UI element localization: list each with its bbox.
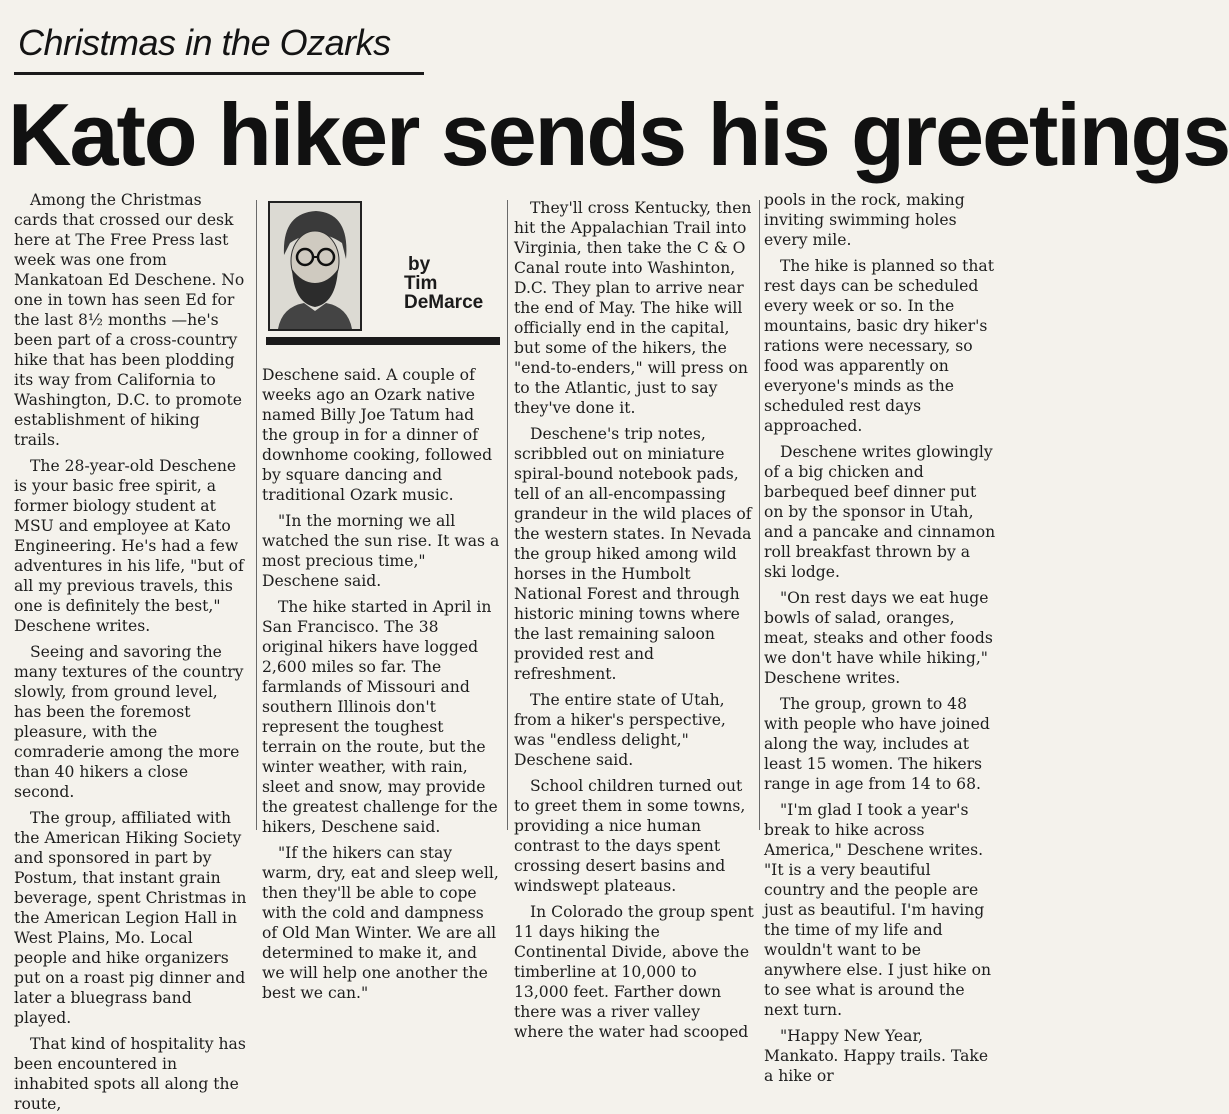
paragraph: Seeing and savoring the many textures of the country slowly, from ground level, has been the foremost pleasure, with the comraderie among the more than 40 hikers a close second.: [14, 643, 244, 801]
paragraph: "In the morning we all watched the sun rise. It was a most precious time," Deschene said.: [262, 512, 500, 590]
paragraph: The 28-year-old Deschene is your basic free spirit, a former biology student at MSU and employee at Kato Engineering. He's had a few adventures in his life, "but of all my previous travels, this one is definitely the best," Deschene writes.: [14, 457, 244, 635]
column-divider: [759, 200, 760, 830]
section-kicker: Christmas in the Ozarks: [18, 22, 391, 63]
article-column-4: [764, 190, 996, 1085]
author-photo: [268, 201, 362, 331]
article-column-1: [14, 190, 250, 1113]
paragraph: School children turned out to greet them in some towns, providing a nice human contrast to the days spent crossing desert basins and windswept plateaus.: [514, 777, 746, 895]
paragraph: "On rest days we eat huge bowls of salad, oranges, meat, steaks and other foods we don't have while hiking," Deschene writes.: [764, 589, 993, 687]
byline-last-name: DeMarce: [404, 292, 484, 313]
paragraph: Deschene said. A couple of weeks ago an Ozark native named Billy Joe Tatum had the group in for a dinner of downhome cooking, followed by square dancing and traditional Ozark music.: [262, 366, 493, 504]
paragraph: The group, grown to 48 with people who have joined along the way, includes at least 15 women. The hikers range in age from 14 to 68.: [764, 695, 990, 793]
article-column-2: [262, 365, 500, 1002]
paragraph: The hike started in April in San Francisco. The 38 original hikers have logged 2,600 miles so far. The farmlands of Missouri and southern Illinois don't represent the toughest terrain on the route, but the winter weather, with rain, sleet and snow, may provide the greatest challenge for the hikers, Deschene said.: [262, 598, 498, 836]
paragraph: "I'm glad I took a year's break to hike across America," Deschene writes. "It is a very beautiful country and the people are just as beautiful. I'm having the time of my life and wouldn't want to be anywhere else. I just hike on to see what is around the next turn.: [764, 801, 992, 1019]
headline: Kato hiker sends his greetings: [8, 85, 1229, 184]
byline: [404, 255, 504, 312]
author-portrait-icon: [270, 203, 360, 329]
paragraph: The group, affiliated with the American Hiking Society and sponsored in part by Postum, that instant grain beverage, spent Christmas in the American Legion Hall in West Plains, Mo. Local people and hike organizers put on a roast pig dinner and later a bluegrass band played.: [14, 809, 247, 1027]
paragraph: "If the hikers can stay warm, dry, eat and sleep well, then they'll be able to cope with the cold and dampness of Old Man Winter. We are all determined to make it, and we will help one another the best we can.": [262, 844, 499, 1002]
byline-by: by: [408, 254, 431, 275]
paragraph: The entire state of Utah, from a hiker's perspective, was "endless delight," Deschene said.: [514, 691, 726, 769]
paragraph: "Happy New Year, Mankato. Happy trails. Take a hike or: [764, 1027, 989, 1085]
paragraph: They'll cross Kentucky, then hit the Appalachian Trail into Virginia, then take the C & O Canal route into Washinton, D.C. They plan to arrive near the end of May. The hike will officially end in the capital, but some of the hikers, the "end-to-enders," will press on to the Atlantic, just to say they've done it.: [514, 199, 752, 417]
paragraph: Deschene writes glowingly of a big chicken and barbequed beef dinner put on by the sponsor in Utah, and a pancake and cinnamon roll breakfast thrown by a ski lodge.: [764, 443, 996, 581]
paragraph: That kind of hospitality has been encountered in inhabited spots all along the route,: [14, 1035, 246, 1113]
byline-box: [262, 195, 502, 355]
article-column-3: [514, 198, 754, 1041]
paragraph: The hike is planned so that rest days can be scheduled every week or so. In the mountains, basic dry hiker's rations were necessary, so food was apparently on everyone's minds as the scheduled rest days approached.: [764, 257, 994, 435]
column-divider: [256, 200, 257, 830]
byline-rule: [266, 337, 500, 345]
paragraph: pools in the rock, making inviting swimming holes every mile.: [764, 191, 965, 249]
byline-first-name: Tim: [404, 273, 438, 294]
paragraph: Among the Christmas cards that crossed our desk here at The Free Press last week was one from Mankatoan Ed Deschene. No one in town has seen Ed for the last 8½ months —he's been part of a cross-country hike that has been plodding its way from California to Washington, D.C. to promote establishment of hiking trails.: [14, 191, 245, 449]
paragraph: Deschene's trip notes, scribbled out on miniature spiral-bound notebook pads, tell of an all-encompassing grandeur in the wild places of the western states. In Nevada the group hiked among wild horses in the Humbolt National Forest and through historic mining towns where the last remaining saloon provided rest and refreshment.: [514, 425, 752, 683]
kicker-rule: [14, 72, 424, 75]
column-divider: [507, 200, 508, 830]
paragraph: In Colorado the group spent 11 days hiking the Continental Divide, above the timberline at 10,000 to 13,000 feet. Farther down there was a river valley where the water had scooped: [514, 903, 754, 1041]
